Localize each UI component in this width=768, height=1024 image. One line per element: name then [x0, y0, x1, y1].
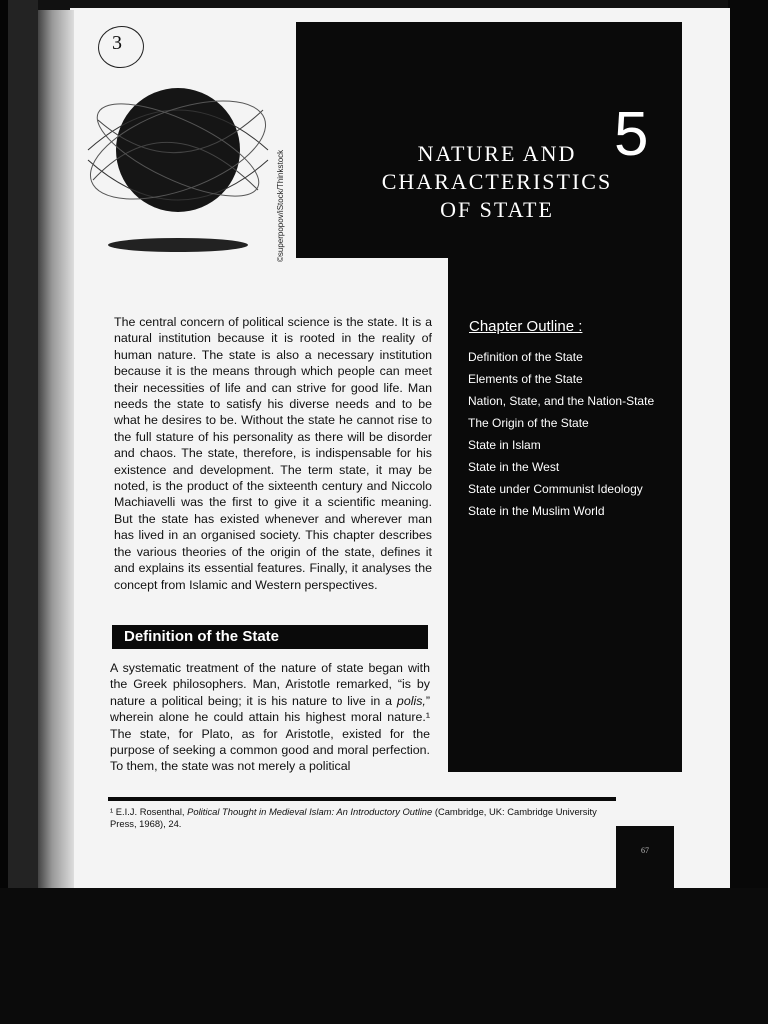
section-text-part2: ” wherein alone he could attain his highest moral nature.¹ The state, for Plato, as for Aristotle, existed for the purpose of seeking a common good and moral perfection. To them, the state was not merely a political [110, 693, 430, 774]
chapter-title-line3: OF STATE [440, 197, 554, 222]
photo-credit: ©superpopov/iStock/Thinkstock [276, 149, 285, 262]
chapter-title [362, 140, 632, 224]
outline-heading: Chapter Outline : [469, 318, 583, 335]
section-text-italic: polis, [396, 693, 426, 708]
chapter-title-line1: NATURE AND [417, 141, 577, 166]
scan-bottom-border [0, 888, 768, 1024]
footnote-title: Political Thought in Medieval Islam: An Introductory Outline [187, 806, 433, 817]
chapter-number: 5 [614, 100, 649, 169]
chapter-title-line2: CHARACTERISTICS [381, 169, 613, 194]
page-gutter [38, 10, 74, 890]
page-number: 67 [641, 846, 649, 855]
footnote-author: ¹ E.I.J. Rosenthal, [110, 806, 188, 817]
outline-item: The Origin of the State [468, 416, 589, 430]
footnote-publication: (Cambridge, UK: Cambridge University Press, 1968), 24. [110, 806, 597, 829]
outline-item: Elements of the State [468, 372, 583, 386]
outline-item: State in the West [468, 460, 560, 474]
footnote [110, 806, 610, 830]
section-text-part1: A systematic treatment of the nature of state began with the Greek philosophers. Man, Aristotle remarked, “is by nature a political being; it is his nature to live in a [110, 661, 430, 708]
intro-paragraph: The central concern of political science is the state. It is a natural institution because it is rooted in the reality of human nature. The state is also a necessary institution because it is the means through which people can meet their necessities of life and can strive for good life. Man needs the state to satisfy his diverse needs and to be what he desires to be. Without the state he cannot rise to the full stature of his personality as there will be disorder and chaos. The state, therefore, is indispensable for his existence and development. The term state, it may be noted, is the product of the sixteenth century and Niccolo Machiavelli was the first to give it a scientific meaning. But the state has existed whenever and wherever man has lived in an organised society. This chapter describes the various theories of the origin of the state, defines it and explains its essential features. Finally, it analyses the concept from Islamic and Western perspectives. [114, 315, 432, 592]
scan-shading [8, 0, 38, 1024]
outline-item: State in the Muslim World [468, 504, 605, 518]
outline-item: State in Islam [468, 438, 541, 452]
outline-item: State under Communist Ideology [468, 482, 643, 496]
handwritten-number: 3 [112, 32, 122, 54]
outline-item: Definition of the State [468, 350, 583, 364]
footnote-rule [108, 797, 616, 801]
page-number-block [616, 826, 674, 888]
outline-item: Nation, State, and the Nation-State [468, 394, 655, 408]
section-paragraph [110, 660, 430, 775]
scan-right-border [728, 0, 768, 1024]
outline-list [468, 350, 678, 526]
section-heading: Definition of the State [124, 628, 279, 645]
